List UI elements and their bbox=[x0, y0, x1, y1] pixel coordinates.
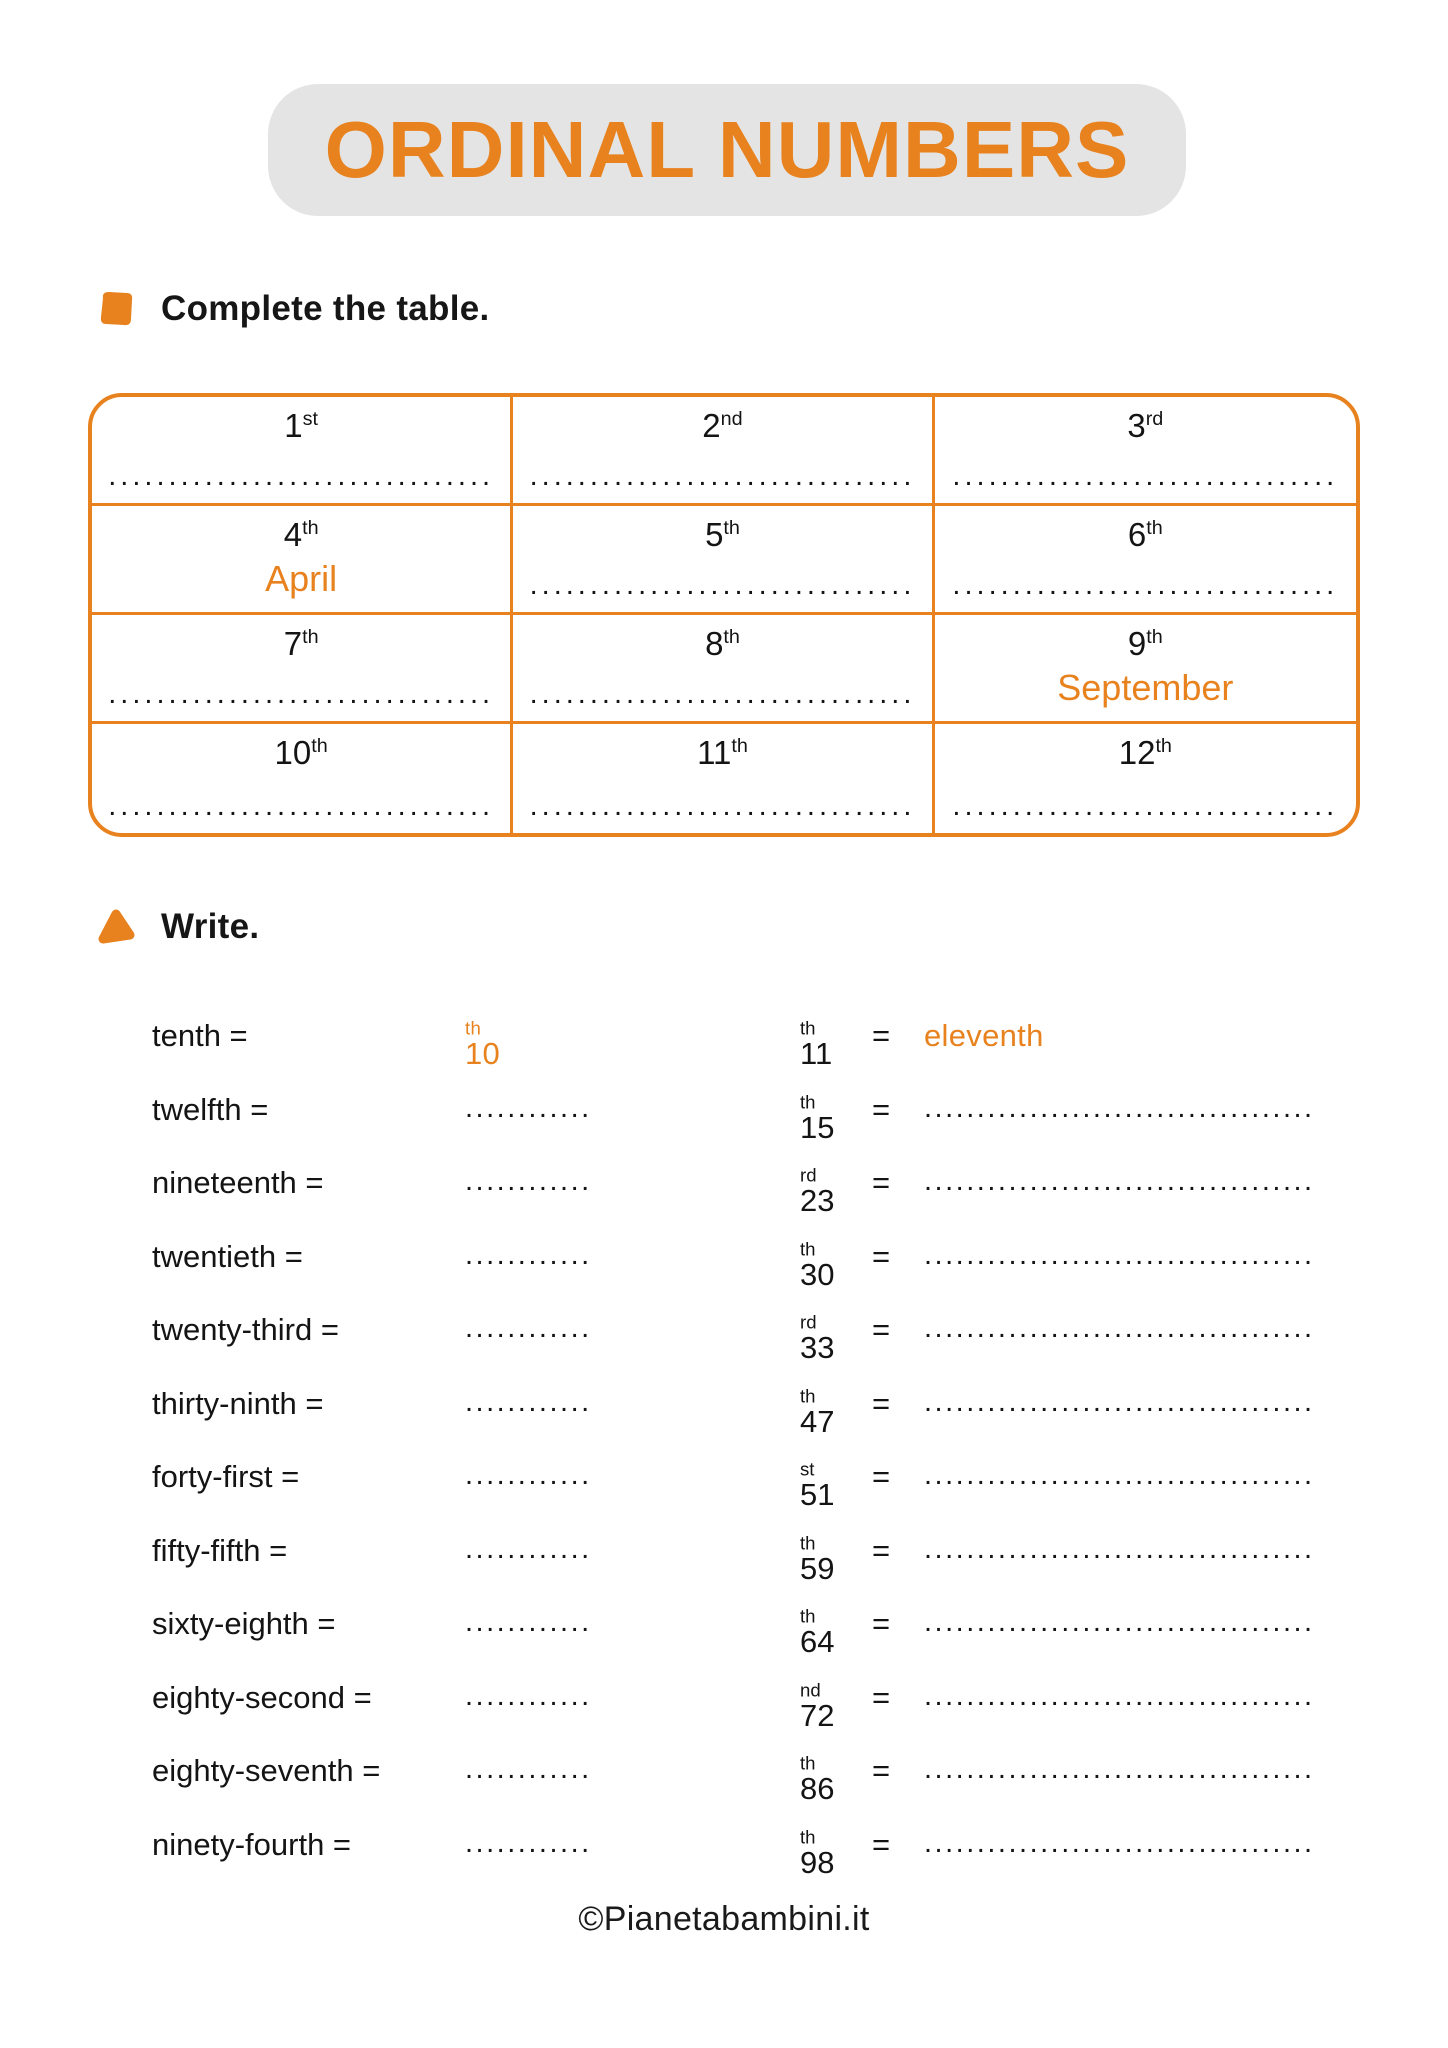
ordinal-months-table bbox=[88, 393, 1360, 837]
answer-line: ..................................... bbox=[924, 1091, 1315, 1124]
table-cell bbox=[92, 724, 513, 833]
word-label: tenth = bbox=[152, 1018, 248, 1053]
word-label: fifty-fifth = bbox=[152, 1532, 288, 1568]
ordinal-label: 7th bbox=[283, 625, 319, 662]
write-row bbox=[0, 1294, 1448, 1368]
ordinal-label: 64 $^{th}$ bbox=[800, 1605, 835, 1659]
write-row bbox=[0, 1809, 1448, 1883]
answer-line: ..................................... bbox=[924, 1459, 1315, 1491]
answer-line: ............ bbox=[465, 1312, 592, 1344]
answer-line: ................................ bbox=[529, 678, 916, 710]
table-cell bbox=[935, 615, 1356, 724]
table-cell bbox=[92, 397, 513, 506]
write-row bbox=[0, 1735, 1448, 1809]
ordinal-label: 2nd bbox=[702, 407, 743, 444]
table-cell bbox=[513, 615, 934, 724]
table-cell bbox=[92, 615, 513, 724]
answer-line: ................................ bbox=[108, 460, 495, 492]
ordinal-label: 30 $^{th}$ bbox=[800, 1238, 835, 1292]
word-label: twelfth = bbox=[152, 1091, 269, 1127]
equals-sign: = bbox=[872, 1459, 891, 1494]
word-label: nineteenth = bbox=[152, 1165, 324, 1200]
answer-line: ..................................... bbox=[924, 1532, 1315, 1565]
filled-answer: September bbox=[1057, 667, 1234, 708]
answer-line: ................................ bbox=[529, 790, 916, 822]
section-write-heading bbox=[95, 906, 259, 948]
answer-line: ................................ bbox=[952, 569, 1339, 601]
answer-line: ................................ bbox=[952, 790, 1339, 822]
ordinal-label: 10th bbox=[274, 734, 328, 771]
ordinal-label: 86 $^{th}$ bbox=[800, 1752, 835, 1806]
equals-sign: = bbox=[872, 1385, 891, 1421]
answer-line: ............ bbox=[465, 1679, 592, 1712]
answer-line: ............ bbox=[465, 1606, 592, 1638]
ordinal-label: 59 $^{th}$ bbox=[800, 1532, 835, 1586]
filled-answer: eleventh bbox=[924, 1018, 1044, 1053]
table-cell bbox=[935, 506, 1356, 615]
write-row bbox=[0, 1368, 1448, 1442]
ordinal-label: 33 $^{rd}$ bbox=[800, 1311, 835, 1365]
equals-sign: = bbox=[872, 1826, 891, 1862]
equals-sign: = bbox=[872, 1165, 891, 1200]
answer-line: ............ bbox=[465, 1532, 592, 1565]
ordinal-label: 15 $^{th}$ bbox=[800, 1091, 835, 1145]
answer-line: ..................................... bbox=[924, 1312, 1315, 1344]
answer-line: ............ bbox=[465, 1238, 592, 1271]
ordinal-label: 11th bbox=[697, 734, 748, 771]
ordinal-label: 3rd bbox=[1127, 407, 1164, 444]
word-label: ninety-fourth = bbox=[152, 1826, 352, 1862]
answer-line: ............ bbox=[465, 1459, 592, 1491]
equals-sign: = bbox=[872, 1238, 891, 1274]
write-row bbox=[0, 1221, 1448, 1295]
word-label: eighty-second = bbox=[152, 1679, 372, 1715]
answer-line: ..................................... bbox=[924, 1753, 1315, 1785]
write-row bbox=[0, 1074, 1448, 1148]
table-cell bbox=[935, 397, 1356, 506]
ordinal-label: 98 $^{th}$ bbox=[800, 1826, 835, 1880]
word-label: thirty-ninth = bbox=[152, 1385, 324, 1421]
write-exercise-list bbox=[0, 1000, 1448, 1882]
word-label: sixty-eighth = bbox=[152, 1606, 336, 1641]
answer-line: ............ bbox=[465, 1165, 592, 1197]
ordinal-label: 5th bbox=[705, 516, 740, 553]
orange-blob-square-icon bbox=[95, 288, 137, 330]
ordinal-label: 8th bbox=[705, 625, 740, 662]
answer-line: ..................................... bbox=[924, 1679, 1315, 1712]
ordinal-label: 9th bbox=[1127, 625, 1163, 662]
answer-line: ................................ bbox=[108, 790, 495, 822]
section-heading-label: Write. bbox=[161, 907, 260, 946]
answer-line: ............ bbox=[465, 1753, 592, 1785]
section-heading-label: Complete the table. bbox=[161, 289, 490, 328]
answer-line: ............ bbox=[465, 1826, 592, 1859]
orange-blob-triangle-icon bbox=[95, 906, 137, 948]
answer-line: ................................ bbox=[529, 460, 916, 492]
answer-line: ..................................... bbox=[924, 1385, 1315, 1418]
answer-line: ................................ bbox=[108, 678, 495, 710]
title-banner bbox=[268, 84, 1186, 216]
equals-sign: = bbox=[872, 1532, 891, 1568]
copyright-footer: ©Pianetabambini.it bbox=[578, 1900, 870, 1938]
word-label: twenty-third = bbox=[152, 1312, 339, 1347]
answer-line: ..................................... bbox=[924, 1606, 1315, 1638]
ordinal-label: 1st bbox=[284, 407, 319, 444]
answer-line: ............ bbox=[465, 1091, 592, 1124]
equals-sign: = bbox=[872, 1679, 891, 1715]
write-row bbox=[0, 1588, 1448, 1662]
ordinal-label: 12th bbox=[1118, 734, 1172, 771]
ordinal-label: 11 $^{th}$ bbox=[800, 1017, 833, 1071]
ordinal-label: 6th bbox=[1127, 516, 1163, 553]
equals-sign: = bbox=[872, 1606, 891, 1641]
ordinal-label: 51 $^{st}$ bbox=[800, 1458, 835, 1512]
table-cell bbox=[513, 506, 934, 615]
word-label: twentieth = bbox=[152, 1238, 303, 1274]
table-cell bbox=[92, 506, 513, 615]
write-row bbox=[0, 1441, 1448, 1515]
write-row bbox=[0, 1515, 1448, 1589]
table-cell bbox=[935, 724, 1356, 833]
ordinal-label: 72 $^{nd}$ bbox=[800, 1679, 835, 1733]
filled-answer: April bbox=[265, 558, 338, 599]
equals-sign: = bbox=[872, 1018, 891, 1053]
ordinal-label: 4th bbox=[283, 516, 319, 553]
page-title: ORDINAL NUMBERS bbox=[324, 105, 1130, 194]
write-row bbox=[0, 1147, 1448, 1221]
equals-sign: = bbox=[872, 1753, 891, 1788]
write-row bbox=[0, 1000, 1448, 1074]
equals-sign: = bbox=[872, 1312, 891, 1347]
answer-line: ............ bbox=[465, 1385, 592, 1418]
answer-line: ................................ bbox=[529, 569, 916, 601]
answer-line: ................................ bbox=[952, 460, 1339, 492]
table-cell bbox=[513, 397, 934, 506]
word-label: forty-first = bbox=[152, 1459, 300, 1494]
ordinal-label: 47 $^{th}$ bbox=[800, 1385, 835, 1439]
word-label: eighty-seventh = bbox=[152, 1753, 381, 1788]
equals-sign: = bbox=[872, 1091, 891, 1127]
answer-line: ..................................... bbox=[924, 1826, 1315, 1859]
write-row bbox=[0, 1662, 1448, 1736]
section-complete-table-heading bbox=[95, 288, 490, 330]
filled-answer: 10 $^{th}$ bbox=[465, 1017, 501, 1071]
table-cell bbox=[513, 724, 934, 833]
answer-line: ..................................... bbox=[924, 1165, 1315, 1197]
answer-line: ..................................... bbox=[924, 1238, 1315, 1271]
ordinal-label: 23 $^{rd}$ bbox=[800, 1164, 835, 1218]
